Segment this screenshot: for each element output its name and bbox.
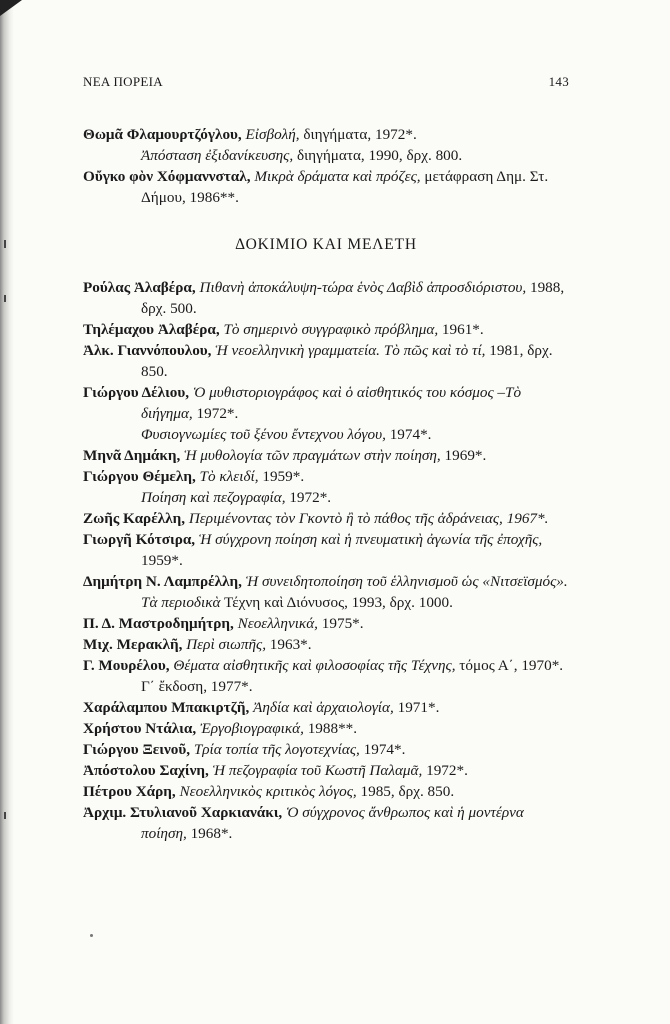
- entry-title: Εἰσβολή,: [245, 126, 300, 143]
- bibliography-entry: [83, 613, 569, 634]
- entry-title: Ἀηδία καὶ ἀρχαιολογία,: [253, 699, 394, 716]
- page-edge-shadow: [0, 0, 14, 1024]
- bibliography-entry: [83, 781, 569, 802]
- entry-author: Μηνᾶ Δημάκη,: [83, 447, 181, 464]
- bibliography-entry: [83, 124, 569, 145]
- bibliography-entry: [83, 508, 569, 529]
- scan-speck: [90, 934, 93, 937]
- bibliography-entry: [83, 166, 569, 208]
- entry-details: 1975*.: [321, 615, 364, 632]
- entry-details: 1969*.: [444, 447, 487, 464]
- entry-title: Ἡ πεζογραφία τοῦ Κωστῆ Παλαμᾶ,: [212, 762, 423, 779]
- entry-author: Γιώργου Δέλιου,: [83, 384, 190, 401]
- entry-author: Δημήτρη Ν. Λαμπρέλλη,: [83, 573, 242, 590]
- entry-details: διηγήματα, 1990, δρχ. 800.: [296, 147, 463, 164]
- running-header: [83, 74, 569, 90]
- entry-author: Γ. Μουρέλου,: [83, 657, 170, 674]
- entry-title: Περιμένοντας τὸν Γκοντὸ ἢ τὸ πάθος τῆς ἀδράνειας, 1967*.: [188, 510, 549, 527]
- entry-details: διηγήματα, 1972*.: [303, 126, 417, 143]
- entry-details: 1961*.: [441, 321, 484, 338]
- entry-author: Πέτρου Χάρη,: [83, 783, 176, 800]
- entry-title: Ἡ νεοελληνικὴ γραμματεία. Τὸ πῶς καὶ τὸ τί,: [215, 342, 486, 359]
- bibliography-entry: [83, 145, 569, 166]
- entry-title: Μικρὰ δράματα καὶ πρόζες,: [254, 168, 421, 185]
- bibliography-entry: [83, 466, 569, 487]
- entry-author: Π. Δ. Μαστροδημήτρη,: [83, 615, 234, 632]
- entry-list-fiction: [83, 124, 569, 208]
- page-number: 143: [548, 74, 569, 89]
- entry-details: 1972*.: [426, 762, 468, 779]
- scan-mark: [4, 240, 6, 248]
- entry-details: 1972*.: [289, 489, 332, 506]
- entry-details: Τέχνη καὶ Διόνυσος, 1993, δρχ. 1000.: [223, 594, 453, 611]
- entry-title: Ἡ σύγχρονη ποίηση καὶ ἡ πνευματικὴ ἀγωνία τῆς ἐποχῆς,: [198, 531, 543, 548]
- entry-author: Ἀπόστολου Σαχίνη,: [83, 762, 209, 779]
- entry-author: Γιώργου Θέμελη,: [83, 468, 196, 485]
- bibliography-entry: [83, 382, 569, 424]
- bibliography-entry: [83, 739, 569, 760]
- entry-title: Ὁ σύγχρονος ἄνθρωπος καὶ ἡ μοντέρνα ποίηση,: [141, 804, 524, 842]
- entry-author: Ζωῆς Καρέλλη,: [83, 510, 186, 527]
- entry-title: Νεοελληνικὸς κριτικὸς λόγος,: [179, 783, 357, 800]
- entry-details: 1985, δρχ. 850.: [360, 783, 455, 800]
- entry-title: Νεοελληνικά,: [237, 615, 318, 632]
- entry-author: Οὔγκο φὸν Χόφμαννσταλ,: [83, 168, 251, 185]
- entry-author: Θωμᾶ Φλαμουρτζόγλου,: [83, 126, 242, 143]
- bibliography-entry: [83, 718, 569, 739]
- entry-details: 1959*.: [141, 552, 183, 569]
- entry-title: Ἡ μυθολογία τῶν πραγμάτων στὴν ποίηση,: [184, 447, 441, 464]
- entry-title: Τὸ κλειδί,: [199, 468, 259, 485]
- entry-details: τόμος Α΄, 1970*. Γ΄ ἔκδοση, 1977*.: [141, 657, 564, 695]
- entry-list-essays: [83, 277, 569, 844]
- scan-mark: [4, 812, 6, 819]
- entry-title: Ὁ μυθιστοριογράφος καὶ ὁ αἰσθητικός του κόσμος –Τὸ διήγημα,: [141, 384, 522, 422]
- entry-title: Ἡ συνειδητοποίηση τοῦ ἑλληνισμοῦ ὡς «Νιτσεϊσμός». Τὰ περιοδικὰ: [141, 573, 568, 611]
- bibliography-entry: [83, 697, 569, 718]
- entry-author: Γιωργῆ Κότσιρα,: [83, 531, 196, 548]
- bibliography-entry: [83, 760, 569, 781]
- entry-title: Τὸ σημερινὸ συγγραφικὸ πρόβλημα,: [223, 321, 439, 338]
- bibliography-entry: [83, 634, 569, 655]
- entry-details: 1968*.: [190, 825, 233, 842]
- bibliography-entry: [83, 319, 569, 340]
- entry-author: Ἀλκ. Γιαννόπουλου,: [83, 342, 212, 359]
- entry-title: Ἀπόσταση ἐξιδανίκευσης,: [141, 147, 294, 164]
- entry-details: 1963*.: [269, 636, 312, 653]
- bibliography-entry: [83, 277, 569, 319]
- entry-details: 1959*.: [262, 468, 305, 485]
- entry-details: 1974*.: [363, 741, 406, 758]
- entry-title: Περὶ σιωπῆς,: [186, 636, 266, 653]
- entry-title: Ἐργοβιογραφικά,: [199, 720, 304, 737]
- entry-title: Τρία τοπία τῆς λογοτεχνίας,: [193, 741, 360, 758]
- entry-author: Γιώργου Ξεινοῦ,: [83, 741, 191, 758]
- entry-author: Ρούλας Ἀλαβέρα,: [83, 279, 196, 296]
- entry-author: Τηλέμαχου Ἀλαβέρα,: [83, 321, 220, 338]
- bibliography-entry: [83, 529, 569, 571]
- bibliography-page: [83, 124, 569, 844]
- entry-author: Ἀρχιμ. Στυλιανοῦ Χαρκιανάκι,: [83, 804, 283, 821]
- entry-title: Πιθανὴ ἀποκάλυψη-τώρα ἑνὸς Δαβὶδ ἀπροσδιόριστου,: [199, 279, 527, 296]
- bibliography-entry: [83, 802, 569, 844]
- bibliography-entry: [83, 571, 569, 613]
- entry-author: Χαράλαμπου Μπακιρτζῆ,: [83, 699, 250, 716]
- entry-details: 1974*.: [389, 426, 432, 443]
- entry-details: 1988, δρχ. 500.: [141, 279, 565, 317]
- entry-title: Φυσιογνωμίες τοῦ ξένου ἔντεχνου λόγου,: [141, 426, 386, 443]
- entry-details: 1981, δρχ. 850.: [141, 342, 553, 380]
- entry-details: 1988**.: [307, 720, 358, 737]
- scan-mark: [4, 295, 6, 302]
- section-title: ΔΟΚΙΜΙΟ ΚΑΙ ΜΕΛΕΤΗ: [235, 236, 417, 253]
- bibliography-entry: [83, 487, 569, 508]
- entry-title: Ποίηση καὶ πεζογραφία,: [141, 489, 286, 506]
- entry-details: 1972*.: [196, 405, 239, 422]
- bibliography-entry: [83, 445, 569, 466]
- bibliography-entry: [83, 655, 569, 697]
- entry-title: Θέματα αἰσθητικῆς καὶ φιλοσοφίας τῆς Τέχνης,: [173, 657, 456, 674]
- entry-author: Χρήστου Ντάλια,: [83, 720, 197, 737]
- bibliography-entry: [83, 424, 569, 445]
- entry-details: 1971*.: [397, 699, 440, 716]
- entry-author: Μιχ. Μερακλῆ,: [83, 636, 183, 653]
- bibliography-entry: [83, 340, 569, 382]
- page-corner: [0, 0, 22, 16]
- entry-details: μετάφραση Δημ. Στ. Δήμου, 1986**.: [141, 168, 549, 206]
- journal-title: ΝΕΑ ΠΟΡΕΙΑ: [83, 74, 163, 89]
